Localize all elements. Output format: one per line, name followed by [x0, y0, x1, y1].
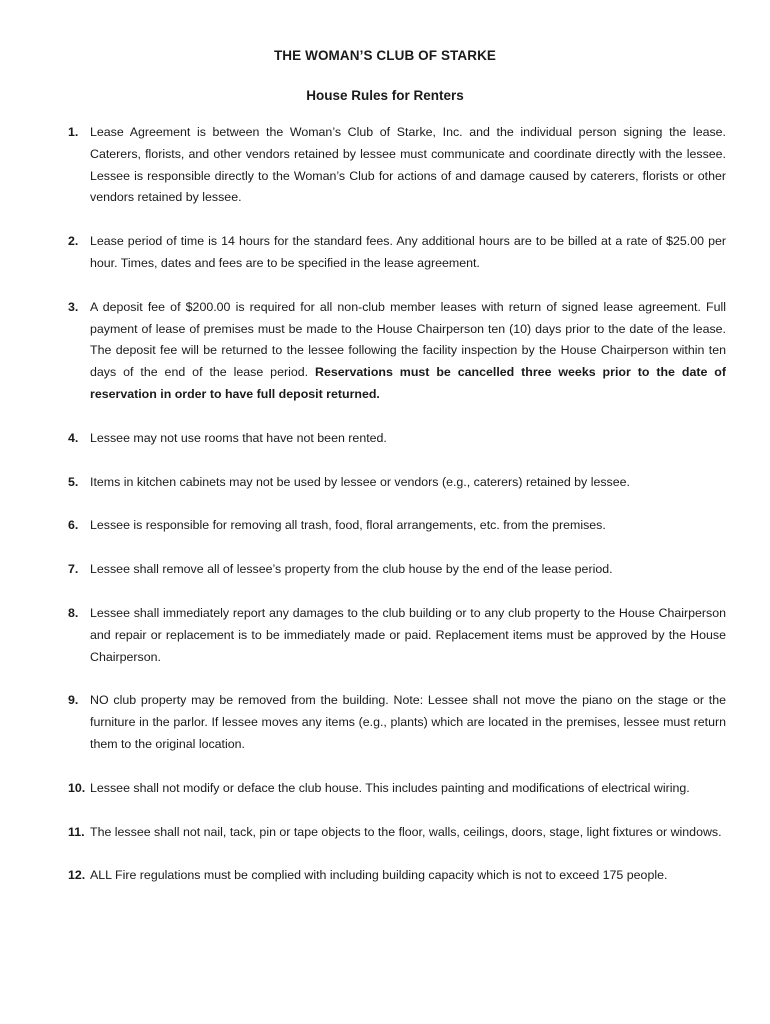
rule-text: Lessee shall not modify or deface the club house. This includes painting and modifications of electrical wiring.: [90, 780, 690, 795]
document-title: THE WOMAN’S CLUB OF STARKE: [273, 48, 497, 63]
rule-number: 1.: [68, 125, 79, 139]
rule-number: 2.: [68, 234, 79, 249]
rule-text: Lessee may not use rooms that have not been rented.: [90, 430, 387, 445]
rule-number: 12.: [68, 868, 86, 883]
rule-number: 5.: [68, 474, 79, 489]
rule-number: 7.: [68, 562, 79, 577]
rule-number: 11.: [68, 824, 85, 839]
document-subtitle: House Rules for Renters: [306, 88, 464, 103]
rule-item-2: [68, 231, 726, 275]
rule-number: 9.: [68, 693, 79, 708]
rule-text: Lease period of time is 14 hours for the standard fees. Any additional hours are to be billed at a rate of $25.00 per hour. Times, dates and fees are to be specified in the lease agreement.: [90, 234, 726, 270]
rule-item-4: [68, 428, 726, 450]
rule-text: ALL Fire regulations must be complied with including building capacity which is not to exceed 175 people.: [90, 868, 668, 883]
rule-item-5: [68, 472, 726, 494]
rule-item-9: [68, 690, 726, 755]
rule-number: 8.: [68, 605, 79, 620]
rule-text: Lessee is responsible for removing all trash, food, floral arrangements, etc. from the premises.: [90, 518, 606, 533]
rule-number: 3.: [68, 299, 79, 314]
rule-item-10: [68, 778, 726, 800]
rule-number: 6.: [68, 518, 79, 533]
rule-item-7: [68, 559, 726, 581]
rule-text: Lessee shall remove all of lessee’s property from the club house by the end of the lease period.: [90, 562, 613, 577]
rule-text: Lease Agreement is between the Woman’s Club of Starke, Inc. and the individual person signing the lease. Caterers, florists, and other vendors retained by lessee must communicate and coordinate directly with the lessee. Lessee is responsible directly to the Woman’s Club for actions of and damage caused by caterers, florists or other vendors retained by lessee.: [90, 125, 726, 205]
rule-item-8: [68, 603, 726, 668]
rules-list: [68, 122, 726, 909]
rule-item-11: [68, 822, 726, 844]
rule-text: Items in kitchen cabinets may not be used by lessee or vendors (e.g., caterers) retained by lessee.: [90, 474, 630, 489]
rule-text: NO club property may be removed from the building. Note: Lessee shall not move the piano on the stage or the furniture in the parlor. If lessee moves any items (e.g., plants) which are located in the premises, lessee must return them to the original location.: [90, 693, 726, 751]
rule-number: 4.: [68, 430, 79, 445]
rule-item-12: [68, 865, 726, 887]
rule-text: Lessee shall immediately report any damages to the club building or to any club property to the House Chairperson and repair or replacement is to be immediately made or paid. Replacement items must be approved by the House Chairperson.: [90, 605, 726, 664]
rule-item-1: [68, 122, 726, 209]
rule-text: A deposit fee of $200.00 is required for all non-club member leases with return of signed lease agreement. Full payment of lease of premises must be made to the House Chairperson ten (10) days prior to the date of the lease. The deposit fee will be returned to the lessee following the facility inspection by the House Chairperson within ten days of the end of the lease period.: [90, 299, 726, 380]
rule-item-3: [68, 297, 726, 406]
rule-item-6: [68, 515, 726, 537]
rule-text: The lessee shall not nail, tack, pin or tape objects to the floor, walls, ceilings, doors, stage, light fixtures or windows.: [90, 824, 722, 839]
rule-bold-text: Reservations must be cancelled three weeks prior to the date of reservation in order to have full deposit returned.: [90, 365, 726, 401]
rule-number: 10.: [68, 780, 86, 795]
